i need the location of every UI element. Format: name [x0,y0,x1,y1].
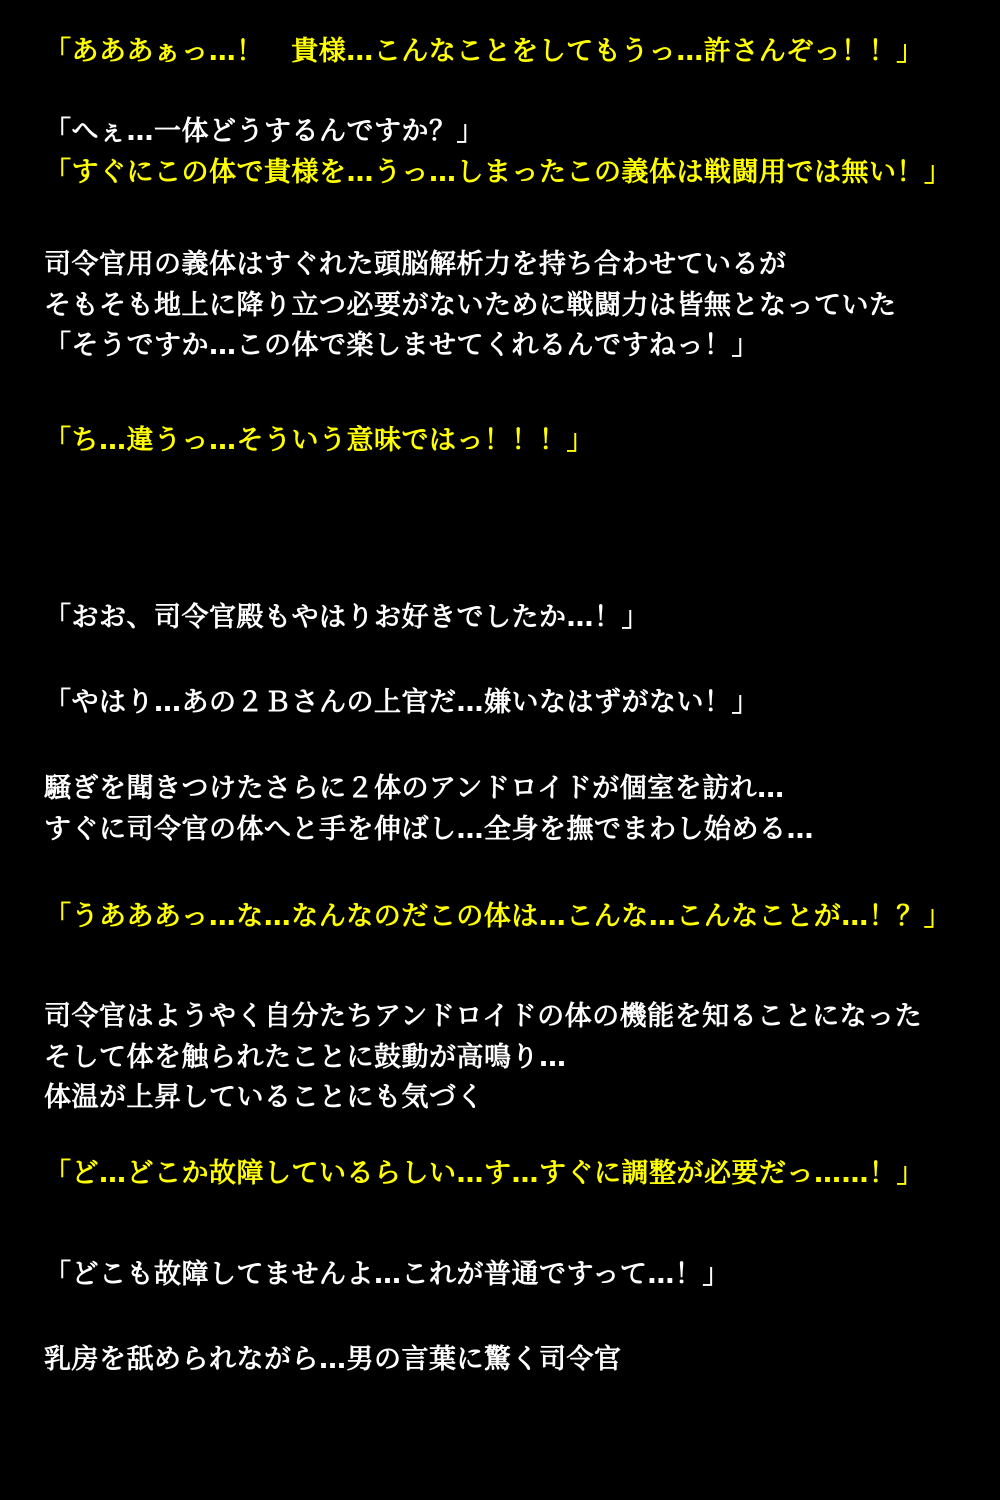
text-line: 「すぐにこの体で貴様を…うっ…しまったこの義体は戦闘用では無い！」 [44,156,952,188]
text-line: 司令官はようやく自分たちアンドロイドの体の機能を知ることになった [44,1001,923,1032]
text-line: 「やはり…あの２Ｂさんの上官だ…嫌いなはずがない！」 [44,687,759,718]
text-block [44,1154,980,1195]
text-block [44,1340,980,1381]
text-line: 「へぇ…一体どうするんですか？」 [44,116,484,147]
text-line: 「ど…どこか故障しているらしい…す…すぐに調整が必要だっ……！」 [44,1158,924,1189]
text-block [44,997,980,1119]
text-block [44,245,980,367]
text-block [44,598,980,639]
text-block [44,32,980,73]
text-line: そもそも地上に降り立つ必要がないために戦闘力は皆無となっていた [44,289,897,321]
text-line: 騒ぎを聞きつけたさらに２体のアンドロイドが個室を訪れ… [44,773,785,804]
text-line: 乳房を舐められながら…男の言葉に驚く司令官 [44,1344,622,1375]
text-block [44,112,980,193]
text-line: 司令官用の義体はすぐれた頭脳解析力を持ち合わせているが [44,249,787,280]
text-line: 「おお、司令官殿もやはりお好きでしたか…！」 [44,602,649,633]
text-block [44,1255,980,1296]
text-line: 「うあああっ…な…なんなのだこの体は…こんな…こんなことが…！？」 [44,901,952,932]
text-line: 「どこも故障してませんよ…これが普通ですって…！」 [44,1259,730,1290]
text-line: 「そうですか…この体で楽しませてくれるんですねっ！」 [44,330,759,361]
text-line: 「あああぁっ…！ 貴様…こんなことをしてもうっ…許さんぞっ！！」 [44,36,924,67]
text-line: そして体を触られたことに鼓動が高鳴り… [44,1041,567,1073]
text-block [44,421,980,462]
text-block [44,769,980,850]
text-line: すぐに司令官の体へと手を伸ばし…全身を撫でまわし始める… [44,813,814,845]
text-line: 「ち…違うっ…そういう意味ではっ！！！」 [44,425,594,456]
text-block [44,897,980,938]
text-block [44,683,980,724]
text-line: 体温が上昇していることにも気づく [44,1082,484,1113]
